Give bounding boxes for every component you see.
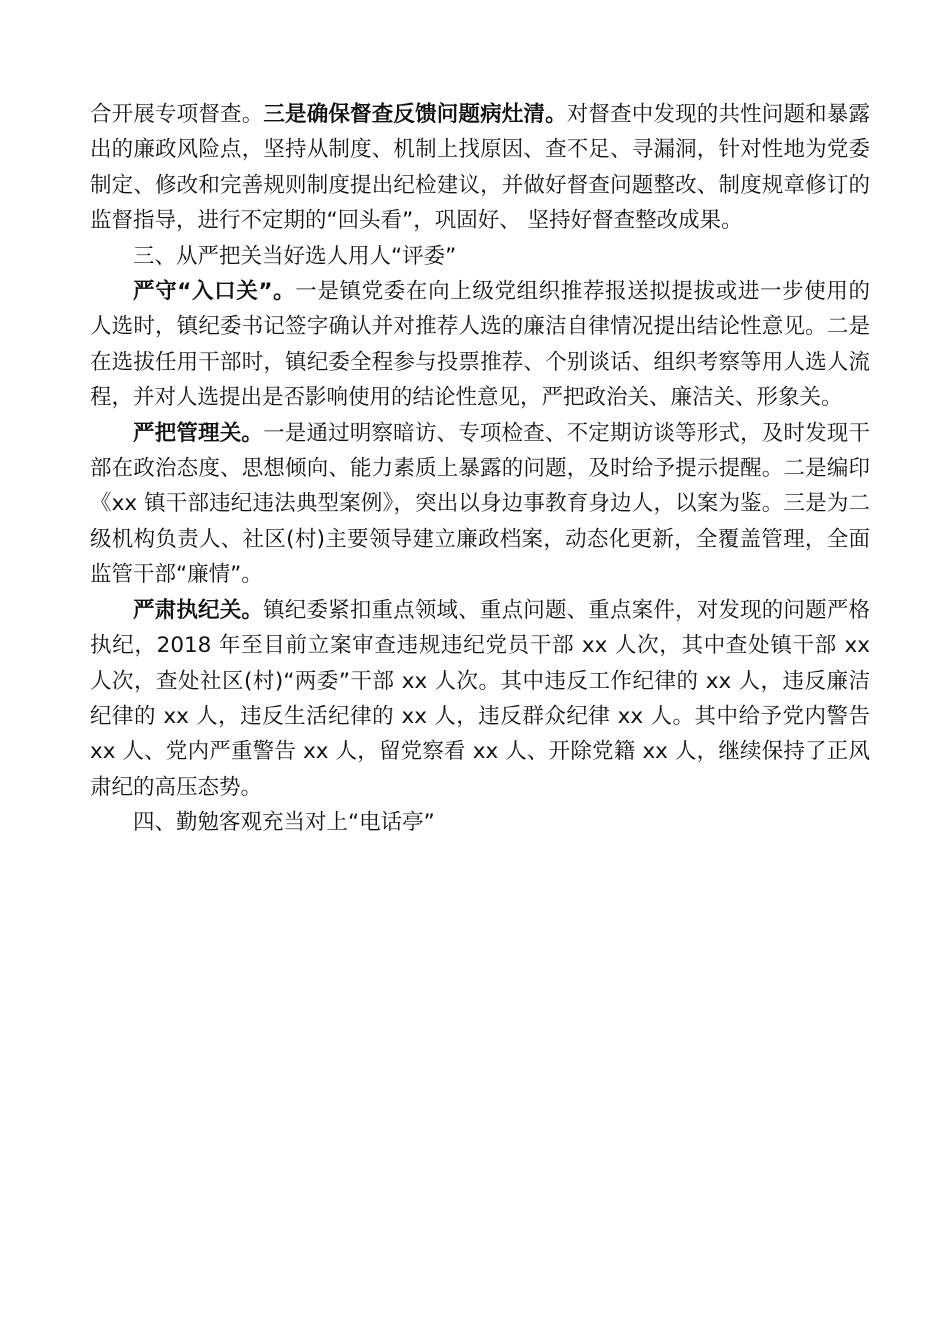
paragraph-supervision-followup (90, 97, 870, 239)
paragraph-text: 对督查中发现的共性问题和暴露出的廉政风险点，坚持从制度、机制上找原因、查不足、寻漏洞，针对性地为党委制定、修改和完善规则制度提出纪检建议，并做好督查问题整改、制度规章修订的监督指导，进行不定期的“回头看”，巩固好、 坚持好督查整改成果。 (90, 102, 870, 234)
bold-lead-management-gate: 严把管理关。 (133, 420, 264, 446)
paragraph-text: 一是镇党委在向上级党组织推荐报送拟提拔或进一步使用的人选时，镇纪委书记签字确认并对推荐人选的廉洁自律情况提出结论性意见。二是在选拔任用干部时，镇纪委全程参与投票推荐、个别谈话、组织考察等用人选人流程，并对人选提出是否影响使用的结论性意见，严把政治关、廉洁关、形象关。 (90, 279, 870, 411)
section-heading-four: 四、勤勉客观充当对上“电话亭” (133, 810, 435, 836)
paragraph-text: 一是通过明察暗访、专项检查、不定期访谈等形式，及时发现干部在政治态度、思想倾向、能力素质上暴露的问题，及时给予提示提醒。二是编印《xx 镇干部违纪违法典型案例》，突出以身边事教育身边人，以案为鉴。三是为二级机构负责人、社区(村)主要领导建立廉政档案，动态化更新，全覆盖管理，全面监管干部“廉情”。 (90, 420, 870, 588)
paragraph-entry-gate (90, 274, 870, 416)
paragraph-discipline-gate (90, 593, 870, 805)
bold-lead-discipline-gate: 严肃执纪关。 (133, 597, 264, 623)
bold-lead-feedback: 三是确保督查反馈问题病灶清。 (263, 102, 567, 127)
paragraph-text: 镇纪委紧扣重点领域、重点问题、重点案件，对发现的问题严格执纪，2018 年至目前立案审查违规违纪党员干部 xx 人次，其中查处镇干部 xx 人次，查处社区(村)“两委”干部 xx 人次。其中违反工作纪律的 xx 人，违反廉洁纪律的 xx 人，违反生活纪律的 xx 人，违反群众纪律 xx 人。其中给予党内警告 xx 人、党内严重警告 xx 人，留党察看 xx 人、开除党籍 xx 人，继续保持了正风肃纪的高压态势。 (90, 597, 870, 800)
paragraph-management-gate (90, 416, 870, 593)
document-body (90, 97, 870, 841)
paragraph-text: 合开展专项督查。 (90, 102, 264, 127)
bold-lead-entry-gate: 严守“入口关”。 (133, 279, 296, 305)
section-heading-three: 三、从严把关当好选人用人“评委” (133, 243, 457, 269)
